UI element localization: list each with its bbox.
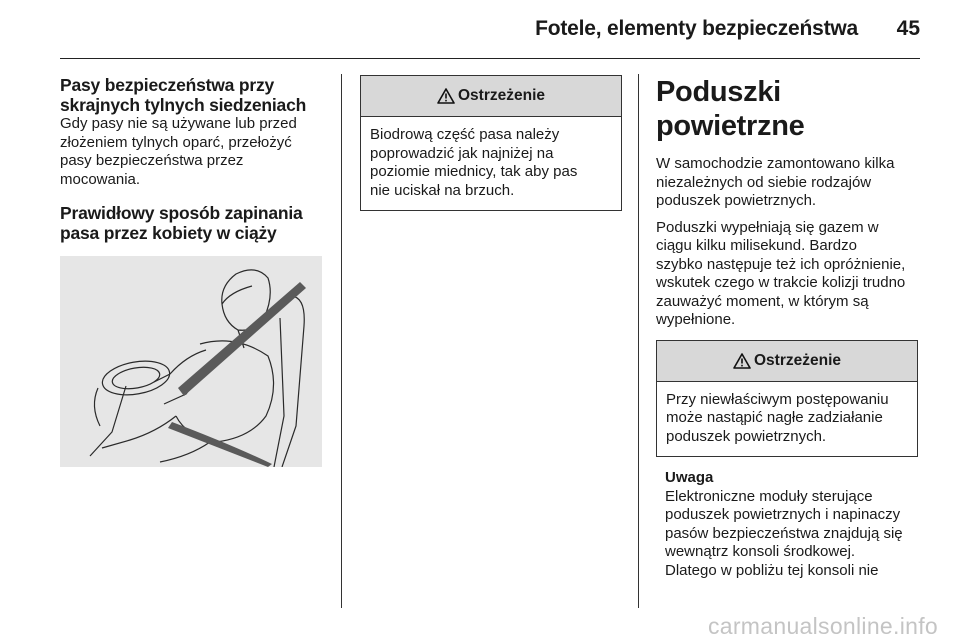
note-block — [656, 469, 924, 580]
watermark: carmanualsonline.info — [707, 613, 938, 639]
warning-triangle-icon — [437, 88, 455, 104]
warning-text: Biodrową część pasa należy poprowadzić jak najniżej na poziomie miednicy, tak aby pas nie uciskał na brzuch. — [370, 126, 578, 199]
rear-belts-text: Gdy pasy nie są używane lub przed złożeniem tylnych oparć, przełożyć pasy bezpieczeństwa przez mocowania. — [60, 115, 297, 188]
airbags-intro-text: W samochodzie zamontowano kilka niezależnych od siebie rodzajów poduszek powietrznych. — [656, 155, 895, 209]
column-2 — [360, 75, 622, 211]
warning-box-belt — [360, 75, 622, 211]
column-3 — [656, 75, 924, 580]
warning-triangle-icon — [733, 353, 751, 369]
page-title: Fotele, elementy bezpieczeństwa — [535, 17, 858, 40]
section-heading-rear-belts: Pasy bezpieczeństwa przy skrajnych tylnych siedzeniach — [60, 75, 307, 115]
warning-header — [657, 341, 917, 382]
page-header — [60, 0, 920, 59]
section-heading-airbags: Poduszki powietrzne — [656, 76, 805, 142]
note-title: Uwaga — [665, 469, 714, 486]
pregnant-woman-seatbelt-illustration — [60, 256, 322, 467]
warning-header — [361, 76, 621, 117]
note-text: Elektroniczne moduły sterujące poduszek powietrznych i napinaczy pasów bezpieczeństwa znajdują się wewnątrz konsoli środkowej. Dlatego w pobliżu tej konsoli nie — [665, 487, 903, 579]
section-heading-pregnancy: Prawidłowy sposób zapinania pasa przez kobiety w ciąży — [60, 203, 303, 243]
column-1 — [60, 75, 328, 243]
column-divider-2 — [638, 74, 639, 608]
warning-box-airbag — [656, 340, 918, 458]
warning-text: Przy niewłaściwym postępowaniu może nastąpić nagłe zadziałanie poduszek powietrznych. — [666, 390, 889, 445]
airbags-inflation-text: Poduszki wypełniają się gazem w ciągu kilku milisekund. Bardzo szybko następuje też ich opróżnienie, wskutek czego w trakcie kolizji trudno zauważyć moment, w którym są wypełnione. — [656, 218, 906, 328]
column-divider-1 — [341, 74, 342, 608]
page-number: 45 — [896, 17, 920, 40]
warning-title: Ostrzeżenie — [457, 87, 545, 104]
warning-title: Ostrzeżenie — [753, 351, 841, 369]
